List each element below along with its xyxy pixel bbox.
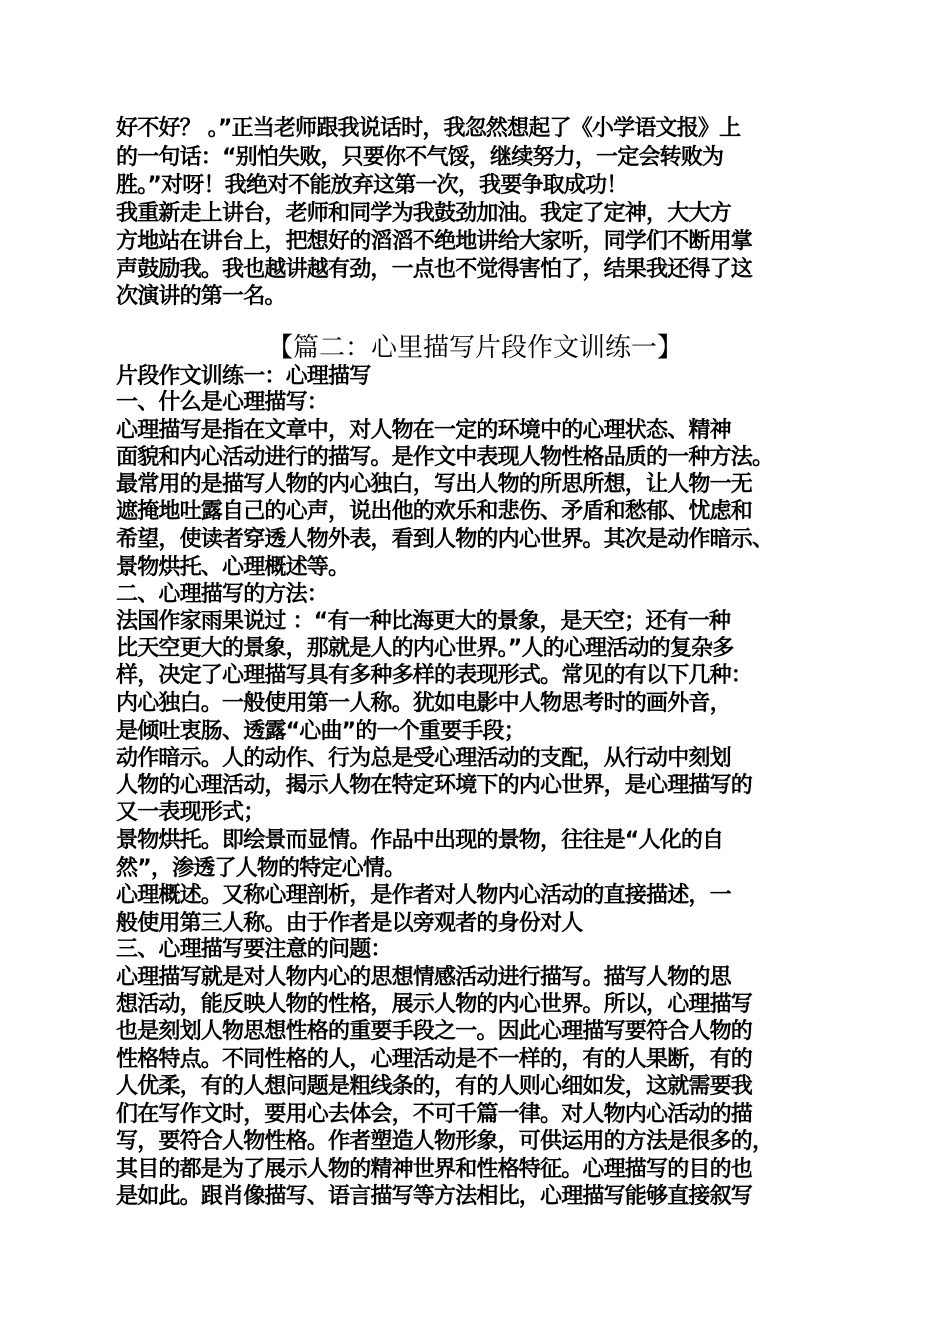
- subsection-heading: 三、心理描写要注意的问题：: [116, 937, 392, 962]
- text-line: 内心独白。一般使用第一人称。犹如电影中人物思考时的画外音，: [116, 691, 731, 716]
- text-line: 人优柔，有的人想问题是粗线条的，有的人则心细如发，这就需要我: [116, 1074, 753, 1099]
- text-line: 般使用第三人称。由于作者是以旁观者的身份对人: [116, 911, 583, 936]
- text-line: 法国作家雨果说过 ：“有一种比海更大的景象，是天空；还有一种: [116, 609, 731, 634]
- text-line: 遮掩地吐露自己的心声，说出他的欢乐和悲伤、矛盾和愁郁、忧虑和: [116, 499, 753, 524]
- text-line: 景物烘托。即绘景而显情。作品中出现的景物，往往是“人化的自: [116, 828, 724, 853]
- text-line: 心理描写是指在文章中，对人物在一定的环境中的心理状态、精神: [116, 418, 731, 443]
- text-line: 我重新走上讲台，老师和同学为我鼓劲加油。我定了定神，大大方: [116, 201, 731, 226]
- text-line: 写，要符合人物性格。作者塑造人物形象，可供运用的方法是很多的，: [116, 1129, 774, 1154]
- text-line: 景物烘托、心理概述等。: [116, 555, 350, 580]
- text-line: 声鼓励我。我也越讲越有劲，一点也不觉得害怕了，结果我还得了这: [116, 257, 753, 282]
- text-line: 性格特点。不同性格的人，心理活动是不一样的，有的人果断，有的: [116, 1047, 753, 1072]
- text-line: 好不好？ 。”正当老师跟我说话时，我忽然想起了《小学语文报》上: [116, 116, 741, 141]
- text-line: 想活动，能反映人物的性格，展示人物的内心世界。所以，心理描写: [116, 992, 753, 1017]
- text-line: 又一表现形式；: [116, 800, 265, 825]
- text-line: 动作暗示。人的动作、行为总是受心理活动的支配，从行动中刻划: [116, 746, 731, 771]
- text-line: 样，决定了心理描写具有多种多样的表现形式。常见的有以下几种：: [116, 663, 753, 688]
- text-line: 其目的都是为了展示人物的精神世界和性格特征。心理描写的目的也: [116, 1157, 753, 1182]
- text-line: 人物的心理活动，揭示人物在特定环境下的内心世界，是心理描写的: [116, 773, 753, 798]
- text-line: 胜。”对呀！我绝对不能放弃这第一次，我要争取成功！: [116, 173, 628, 198]
- text-line: 最常用的是描写人物的内心独白，写出人物的所思所想，让人物一无: [116, 472, 753, 497]
- text-line: 方地站在讲台上，把想好的滔滔不绝地讲给大家听，同学们不断用掌: [116, 229, 753, 254]
- subsection-heading: 二、心理描写的方法：: [116, 582, 329, 607]
- text-line: 也是刻划人物思想性格的重要手段之一。因此心理描写要符合人物的: [116, 1019, 753, 1044]
- subsection-heading: 一、什么是心理描写：: [116, 390, 329, 415]
- text-line: 是如此。跟肖像描写、语言描写等方法相比，心理描写能够直接叙写: [116, 1184, 753, 1209]
- text-line: 心理描写就是对人物内心的思想情感活动进行描写。描写人物的思: [116, 965, 731, 990]
- text-line: 们在写作文时，要用心去体会，不可千篇一律。对人物内心活动的描: [116, 1102, 753, 1127]
- text-line: 次演讲的第一名。: [116, 284, 286, 309]
- subsection-heading: 片段作文训练一：心理描写: [116, 364, 371, 389]
- section-title: 【篇二：心里描写片段作文训练一】: [266, 332, 683, 363]
- text-line: 然”，渗透了人物的特定心情。: [116, 856, 406, 881]
- text-line: 的一句话：“别怕失败，只要你不气馁，继续努力，一定会转败为: [116, 145, 724, 170]
- text-line: 面貌和内心活动进行的描写。是作文中表现人物性格品质的一种方法。: [116, 445, 774, 470]
- text-line: 是倾吐衷肠、透露“心曲”的一个重要手段；: [116, 719, 525, 744]
- text-line: 比天空更大的景象，那就是人的内心世界。”人的心理活动的复杂多: [116, 636, 734, 661]
- text-line: 希望，使读者穿透人物外表，看到人物的内心世界。其次是动作暗示、: [116, 527, 774, 552]
- text-line: 心理概述。又称心理剖析，是作者对人物内心活动的直接描述，一: [116, 883, 731, 908]
